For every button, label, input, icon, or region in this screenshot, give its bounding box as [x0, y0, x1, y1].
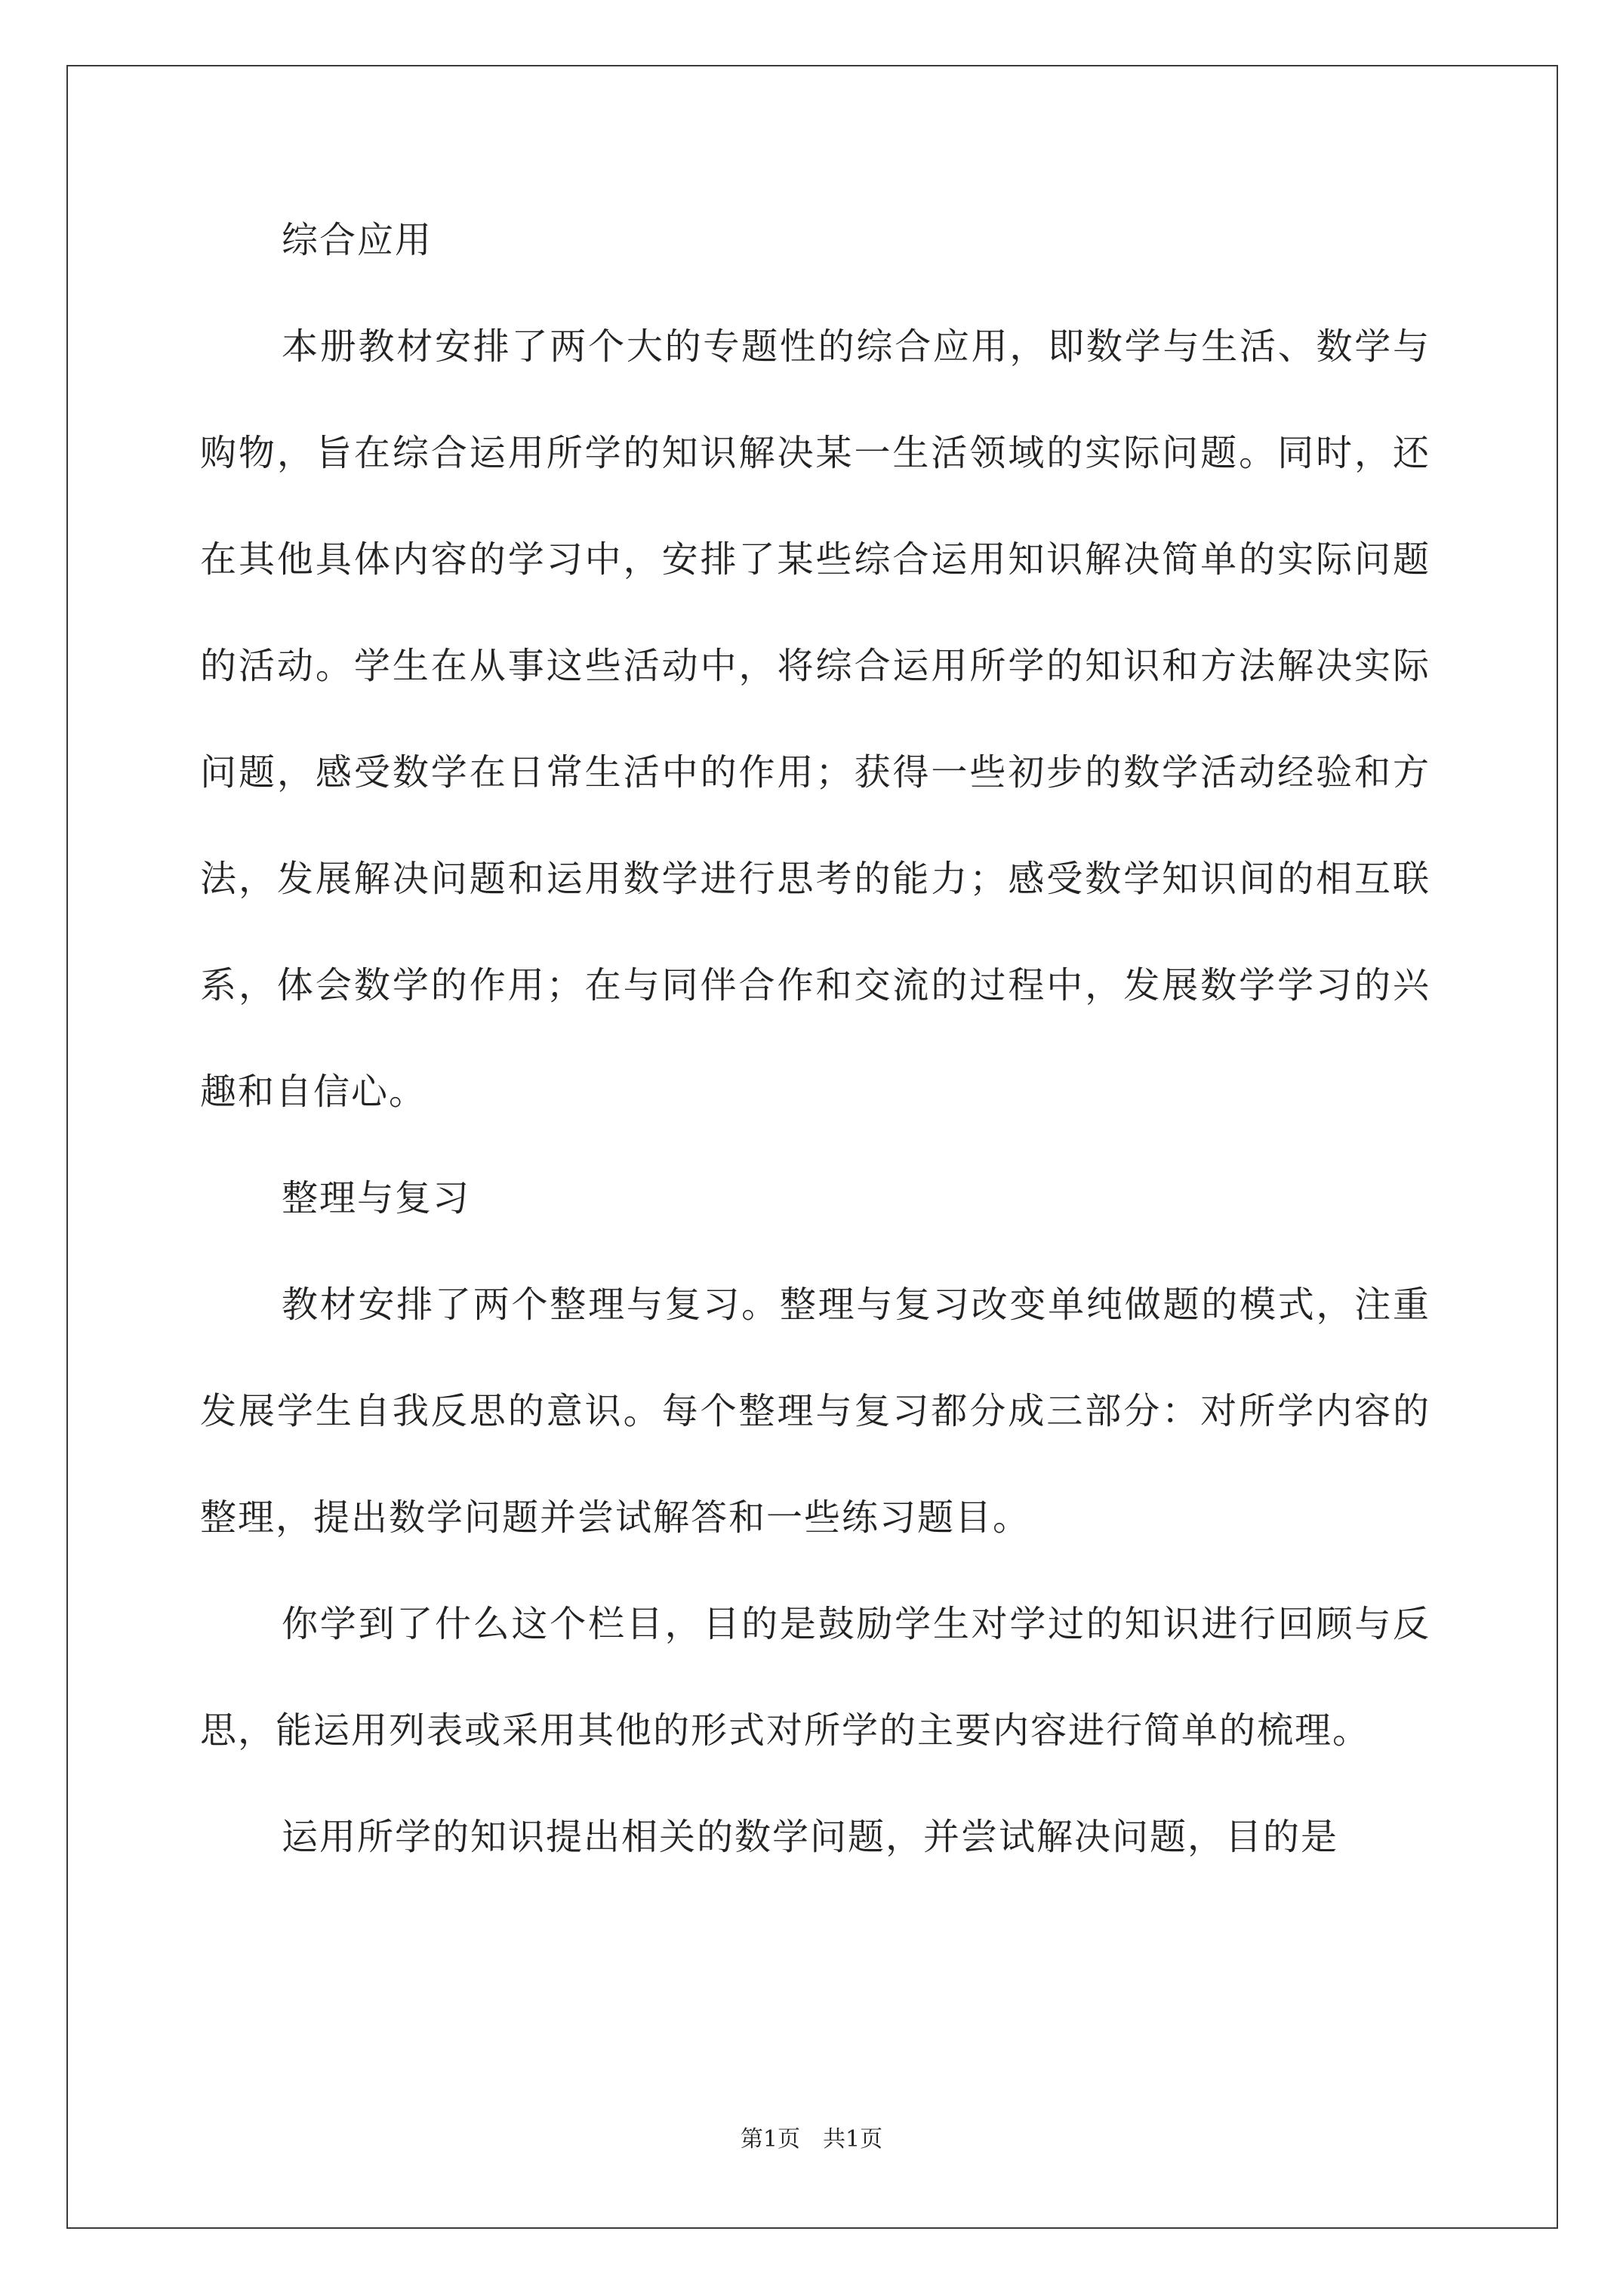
document-body — [200, 187, 1431, 1891]
section-heading-review: 整理与复习 — [282, 1177, 471, 1219]
paragraph-review-intro: 教材安排了两个整理与复习。整理与复习改变单纯做题的模式，注重发展学生自我反思的意识。每个整理与复习都分成三部分：对所学内容的整理，提出数学问题并尝试解答和一些练习题目。 — [200, 1284, 1431, 1539]
paragraph-pose-problems: 运用所学的知识提出相关的数学问题，并尝试解决问题，目的是 — [282, 1816, 1339, 1858]
paragraph-comprehensive-application: 本册教材安排了两个大的专题性的综合应用，即数学与生活、数学与购物，旨在综合运用所学的知识解决某一生活领域的实际问题。同时，还在其他具体内容的学习中，安排了某些综合运用知识解决简单的实际问题的活动。学生在从事这些活动中，将综合运用所学的知识和方法解决实际问题，感受数学在日常生活中的作用；获得一些初步的数学活动经验和方法，发展解决问题和运用数学进行思考的能力；感受数学知识间的相互联系，体会数学的作用；在与同伴合作和交流的过程中，发展数学学习的兴趣和自信心。 — [200, 325, 1431, 1113]
page-footer: 第1页 共1页 — [740, 2126, 883, 2153]
paragraph-what-you-learned: 你学到了什么这个栏目，目的是鼓励学生对学过的知识进行回顾与反思，能运用列表或采用其他的形式对所学的主要内容进行简单的梳理。 — [200, 1603, 1431, 1752]
section-heading-comprehensive-application: 综合应用 — [282, 219, 433, 261]
